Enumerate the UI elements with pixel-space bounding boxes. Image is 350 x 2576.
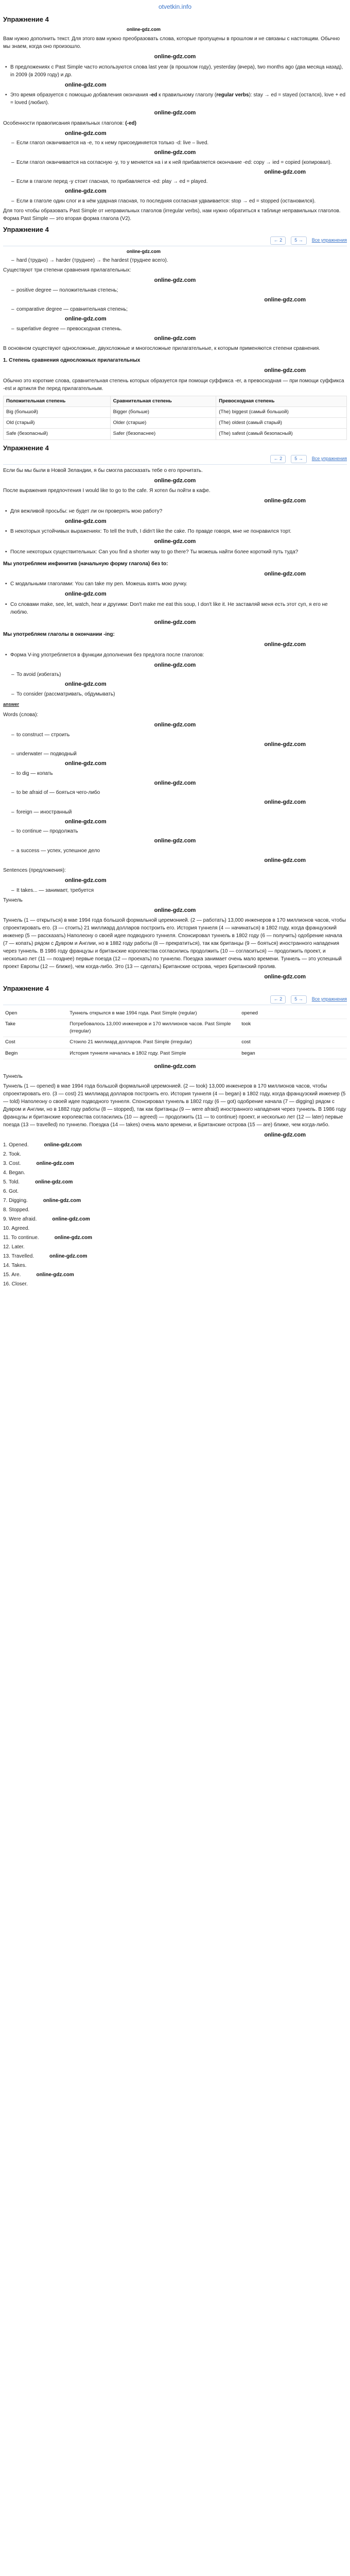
- table-row: [3, 1048, 347, 1059]
- all-exercises-link[interactable]: Все упражнения: [311, 238, 347, 243]
- bullet-item: • В некоторых устойчивых выражениях: To tell the truth, I didn't like the cake. По правде говоря, мне не понравился торт.: [10, 528, 347, 535]
- verb-cell: Open: [3, 1008, 67, 1019]
- tunnel-title: Туннель: [3, 897, 23, 903]
- verb-cell: Begin: [3, 1048, 67, 1059]
- form-cell: opened: [239, 1008, 347, 1019]
- watermark: online-gdz.com: [65, 130, 107, 137]
- watermark: online-gdz.com: [264, 741, 306, 748]
- next-button[interactable]: 5 →: [291, 455, 307, 463]
- table-cell: Safer (безопаснее): [110, 429, 216, 439]
- watermark: online-gdz.com: [264, 168, 306, 175]
- tunnel-text: Туннель (1 — opened) в мае 1994 года большой формальной церемонией. (2 — took) 13,000 инженеров в 170 миллионов часов, чтобы спроектировать его. (3 — cost) 21 миллиард долларов построить его. История туннеля (4 — began) в 1802 году, когда французский инженер (5 — told) Наполеону о своей идее подводного туннеля. Спонсировал туннель в 1802 году (6 — got) одобрение начала (7 — digging) рядом с Дувром и Англии, но в 1882 году работы (8 — stopped), так как британцы (9 — were afraid) иностранного нападения через туннель. В 1986 году французы и британские королевства согласились (10 — agreed) — продолжить (11 — to continue) проект, и несколько лет (12 — later) первые поезда (13 — travelled) по туннелю. Поездка (14 — takes) очень мало времени, и Британские острова (15 — are) ближе, чем когда-либо.: [3, 1083, 346, 1128]
- form-cell: began: [239, 1048, 347, 1059]
- table-row: [3, 1008, 347, 1019]
- answer-item: 12. Later.: [3, 1244, 25, 1250]
- word-item: – foreign — иностранный: [16, 808, 347, 816]
- answer-item: 1. Opened. online-gdz.com: [3, 1142, 82, 1148]
- word-item: – to dig — копать: [16, 770, 347, 777]
- table-cell: Bigger (больше): [110, 406, 216, 417]
- answer-item: 10. Agreed.: [3, 1225, 30, 1231]
- prev-button[interactable]: ← 2: [270, 995, 286, 1004]
- watermark: online-gdz.com: [264, 799, 306, 805]
- watermark: online-gdz.com: [154, 538, 196, 545]
- watermark: online-gdz.com: [65, 518, 107, 524]
- watermark: online-gdz.com: [264, 367, 306, 374]
- table-row: [4, 418, 347, 429]
- verb-item: – To avoid (избегать): [16, 671, 347, 679]
- bullet-item: • В предложениях с Past Simple часто используются слова last year (в прошлом году), yesterday (вчера), two months ago (два месяца назад), in 2009 (в 2009 году) и др.: [10, 63, 347, 79]
- watermark: online-gdz.com: [264, 974, 306, 980]
- comparison-table: [3, 396, 347, 440]
- section-title: Мы употребляем глаголы в окончании -ing:: [3, 632, 115, 637]
- form-cell: cost: [239, 1037, 347, 1048]
- table-cell: (The) safest (самый безопасный): [216, 429, 347, 439]
- exercise-title: Упражнение 4: [3, 444, 49, 452]
- degree-item: – comparative degree — сравнительная степень;: [16, 306, 347, 313]
- watermark: online-gdz.com: [65, 316, 107, 322]
- meaning-cell: Потребовалось 13,000 инженеров и 170 миллионов часов. Past Simple (irregular): [67, 1019, 239, 1037]
- watermark: online-gdz.com: [154, 149, 196, 156]
- watermark: online-gdz.com: [264, 641, 306, 648]
- bullet-item: • Форма V-ing употребляется в функции дополнения без предлога после глаголов:: [10, 651, 347, 659]
- answer-item: 8. Stopped.: [3, 1207, 30, 1213]
- word-item: – to construct — строить: [16, 731, 347, 739]
- bullet-item: • С модальными глаголами: You can take my pen. Можешь взять мою ручку.: [10, 580, 347, 588]
- answer-item: 4. Began.: [3, 1170, 25, 1176]
- meaning-cell: История туннеля началась в 1802 году. Past Simple: [67, 1048, 239, 1059]
- tunnel-title: Туннель: [3, 1074, 23, 1080]
- answer-item: 3. Cost. online-gdz.com: [3, 1160, 74, 1166]
- watermark: online-gdz.com: [264, 296, 306, 303]
- exercise-title: Упражнение 4: [3, 225, 49, 233]
- answer-label: answer: [3, 701, 20, 707]
- answer-item: 11. To continue. online-gdz.com: [3, 1234, 93, 1241]
- answer-item: 5. Told. online-gdz.com: [3, 1179, 73, 1185]
- watermark: online-gdz.com: [65, 760, 107, 767]
- watermark: online-gdz.com: [127, 248, 161, 254]
- answer-item: 9. Were afraid. online-gdz.com: [3, 1216, 90, 1222]
- exercise-block-1: [3, 14, 347, 223]
- answer-item: 15. Are. online-gdz.com: [3, 1272, 74, 1278]
- watermark: online-gdz.com: [65, 81, 107, 88]
- intro-text: Вам нужно дополнить текст. Для этого вам нужно преобразовать слова, которые пропущены в прошлом и не связаны с настоящим. Обычно мы знаем, когда оно произошло.: [3, 36, 340, 49]
- word-item: – a success — успех, успешное дело: [16, 847, 347, 855]
- exercise-title: Упражнение 4: [3, 984, 49, 992]
- degree-item: – positive degree — положительная степень;: [16, 286, 347, 294]
- table-cell: Older (старше): [110, 418, 216, 429]
- bullet-item: • После некоторых существительных: Can you find a shorter way to go there? Ты можешь найти более короткий путь туда?: [10, 548, 347, 556]
- table-cell: Safe (безопасный): [4, 429, 111, 439]
- syllables-text: В основном существуют односложные, двухсложные и многосложные прилагательные, к которым применяются степени сравнения.: [3, 346, 321, 351]
- tunnel-text: Туннель (1 — открыться) в мае 1994 года большой формальной церемонией. (2 — работать) 13,000 инженеров в 170 миллионов часов, чтобы спроектировать его. (3 — стоить) 21 миллиард долларов построить его. История туннеля (4 — начинаться) в 1802 году, когда французский инженер (5 — рассказать) Наполеону о своей идее подводного туннеля. Спонсировал туннель в 1802 году (6 — получить) одобрение начала (7 — копать) рядом с Дувром и Англии, но в 1882 году работы (8 — прекратиться), так как британцы (9 — бояться) иностранного нападения через туннель. В 1986 году французы и британские королевства согласились продолжить (10 — согласиться) — продолжить проект, и несколько лет (11 — позднее) первые поезда (12 — проехать) по туннелю. Поездка занимает очень мало времени. Туннель — это успешный проект Европы (12 — ближе), чем когда-либо. Это (13 — сделать) Британские острова, через Британский пролив.: [3, 918, 346, 970]
- watermark: online-gdz.com: [65, 591, 107, 597]
- meaning-cell: Туннель открылся в мае 1994 года. Past Simple (regular): [67, 1008, 239, 1019]
- watermark: online-gdz.com: [65, 188, 107, 194]
- watermark: online-gdz.com: [65, 818, 107, 825]
- table-header: Положительная степень: [4, 396, 111, 406]
- example-item: – hard (трудно) → harder (труднее) → the hardest (труднее всего).: [16, 257, 347, 264]
- bullet-item: • Для вежливой просьбы: не будет ли он проверять мою работу?: [10, 507, 347, 515]
- exercise-title: Упражнение 4: [3, 15, 49, 23]
- rule-item: – Если глагол оканчивается на -е, то к нему присоединяется только -d: live – lived.: [16, 139, 347, 147]
- section-title: Мы употребляем инфинитив (начальную форму глагола) без to:: [3, 561, 168, 567]
- rule-item: – Если в глаголе один слог и в нём ударная гласная, то последняя согласная удваивается: stop → ed = stopped (остановился).: [16, 197, 347, 205]
- bullet-item: • Это время образуется с помощью добавления окончания -ed к правильному глаголу (regular verbs): stay → ed = stayed (остался), love + ed = loved (любил).: [10, 91, 347, 107]
- verb-cell: Cost: [3, 1037, 67, 1048]
- rule-item: – Если глагол оканчивается на согласную -у, то у меняется на i и к ней прибавляется окончание -ed: copy → ied = copied (копировал).: [16, 159, 347, 166]
- watermark: online-gdz.com: [127, 26, 161, 32]
- watermark: online-gdz.com: [154, 110, 196, 116]
- sentences-title: Sentences (предложения):: [3, 868, 66, 873]
- watermark: online-gdz.com: [154, 662, 196, 668]
- table-header: Сравнительная степень: [110, 396, 216, 406]
- subsection-title: Особенности правописания правильных глаголов: (-ed): [3, 120, 136, 126]
- watermark: online-gdz.com: [65, 877, 107, 884]
- all-exercises-link[interactable]: Все упражнения: [311, 456, 347, 461]
- exercise-block-3: [3, 443, 347, 981]
- watermark: online-gdz.com: [154, 722, 196, 728]
- answer-item: 6. Got.: [3, 1188, 19, 1194]
- exercise-block-2: [3, 225, 347, 440]
- watermark: online-gdz.com: [264, 1132, 306, 1139]
- exercise-nav: [3, 454, 347, 465]
- table-cell: Big (большой): [4, 406, 111, 417]
- watermark: online-gdz.com: [264, 570, 306, 577]
- suffix-text: Обычно это короткие слова, сравнительная степень которых образуется при помощи суффикса -er, а превосходная — при помощи суффикса -est и артикля the перед прилагательным.: [3, 378, 344, 392]
- prev-button[interactable]: ← 2: [270, 236, 286, 245]
- verb-item: – To consider (рассматривать, обдумывать): [16, 690, 347, 698]
- watermark: online-gdz.com: [154, 1063, 196, 1070]
- table-header: Превосходная степень: [216, 396, 347, 406]
- table-row: [3, 1037, 347, 1048]
- exercise-block-4: [3, 984, 347, 1288]
- answer-item: 13. Travelled. online-gdz.com: [3, 1253, 87, 1259]
- bullet-item: • Со словами make, see, let, watch, hear и другими: Don't make me eat this soup, I don't like it. Не заставляй меня есть этот суп, я его не люблю.: [10, 601, 347, 616]
- watermark: online-gdz.com: [154, 838, 196, 844]
- next-button[interactable]: 5 →: [291, 995, 307, 1004]
- watermark: online-gdz.com: [264, 857, 306, 863]
- section-title: 1. Степень сравнения односложных прилагательных: [3, 358, 141, 363]
- answer-item: 7. Digging. online-gdz.com: [3, 1197, 81, 1204]
- watermark: online-gdz.com: [154, 54, 196, 60]
- table-cell: Old (старый): [4, 418, 111, 429]
- degrees-text: Существуют три степени сравнения прилагательных:: [3, 267, 131, 273]
- watermark: online-gdz.com: [154, 619, 196, 625]
- watermark: online-gdz.com: [65, 681, 107, 687]
- sentence-item: – It takes... — занимает, требуется: [16, 887, 347, 894]
- exercise-nav: [3, 235, 347, 246]
- table-row: [3, 1019, 347, 1037]
- degree-item: – superlative degree — превосходная степень.: [16, 325, 347, 333]
- table-cell: (The) biggest (самый большой): [216, 406, 347, 417]
- answer-item: 2. Took.: [3, 1151, 21, 1157]
- table-row: [4, 406, 347, 417]
- next-button[interactable]: 5 →: [291, 236, 307, 245]
- watermark: online-gdz.com: [154, 277, 196, 283]
- watermark: online-gdz.com: [154, 477, 196, 484]
- rule-text: После выражения предпочтения I would like to go to the cafe. Я хотел бы пойти в кафе.: [3, 488, 211, 494]
- answer-item: 16. Closer.: [3, 1281, 28, 1287]
- watermark: online-gdz.com: [264, 498, 306, 504]
- all-exercises-link[interactable]: Все упражнения: [311, 996, 347, 1002]
- prev-button[interactable]: ← 2: [270, 455, 286, 463]
- meaning-cell: Стоило 21 миллиард долларов. Past Simple (irregular): [67, 1037, 239, 1048]
- words-title: Words (слова):: [3, 712, 39, 718]
- table-cell: (The) oldest (самый старый): [216, 418, 347, 429]
- answer-item: 14. Takes.: [3, 1262, 27, 1268]
- watermark: online-gdz.com: [154, 907, 196, 913]
- word-item: – to be afraid of — бояться чего-либо: [16, 789, 347, 796]
- irregular-text: Для того чтобы образовать Past Simple от неправильных глаголов (irregular verbs), нам нужно обратиться к таблице неправильных глаголов. Форма Past Simple — это вторая форма глагола (V2).: [3, 208, 341, 222]
- watermark: online-gdz.com: [154, 779, 196, 786]
- table-row: [4, 429, 347, 439]
- form-cell: took: [239, 1019, 347, 1037]
- site-link[interactable]: otvetkin.info: [158, 3, 192, 10]
- verb-cell: Take: [3, 1019, 67, 1037]
- rule-item: – Если в глаголе перед -у стоит гласная, то прибавляется -ed: play → ed = played.: [16, 178, 347, 185]
- watermark: online-gdz.com: [154, 335, 196, 342]
- word-item: – to continue — продолжать: [16, 827, 347, 835]
- verbs-table: [3, 1008, 347, 1059]
- exercise-nav: [3, 994, 347, 1005]
- rule-text: Если бы мы были в Новой Зеландии, я бы смогла рассказать тебе о его прочитать.: [3, 467, 203, 473]
- word-item: – underwater — подводный: [16, 750, 347, 758]
